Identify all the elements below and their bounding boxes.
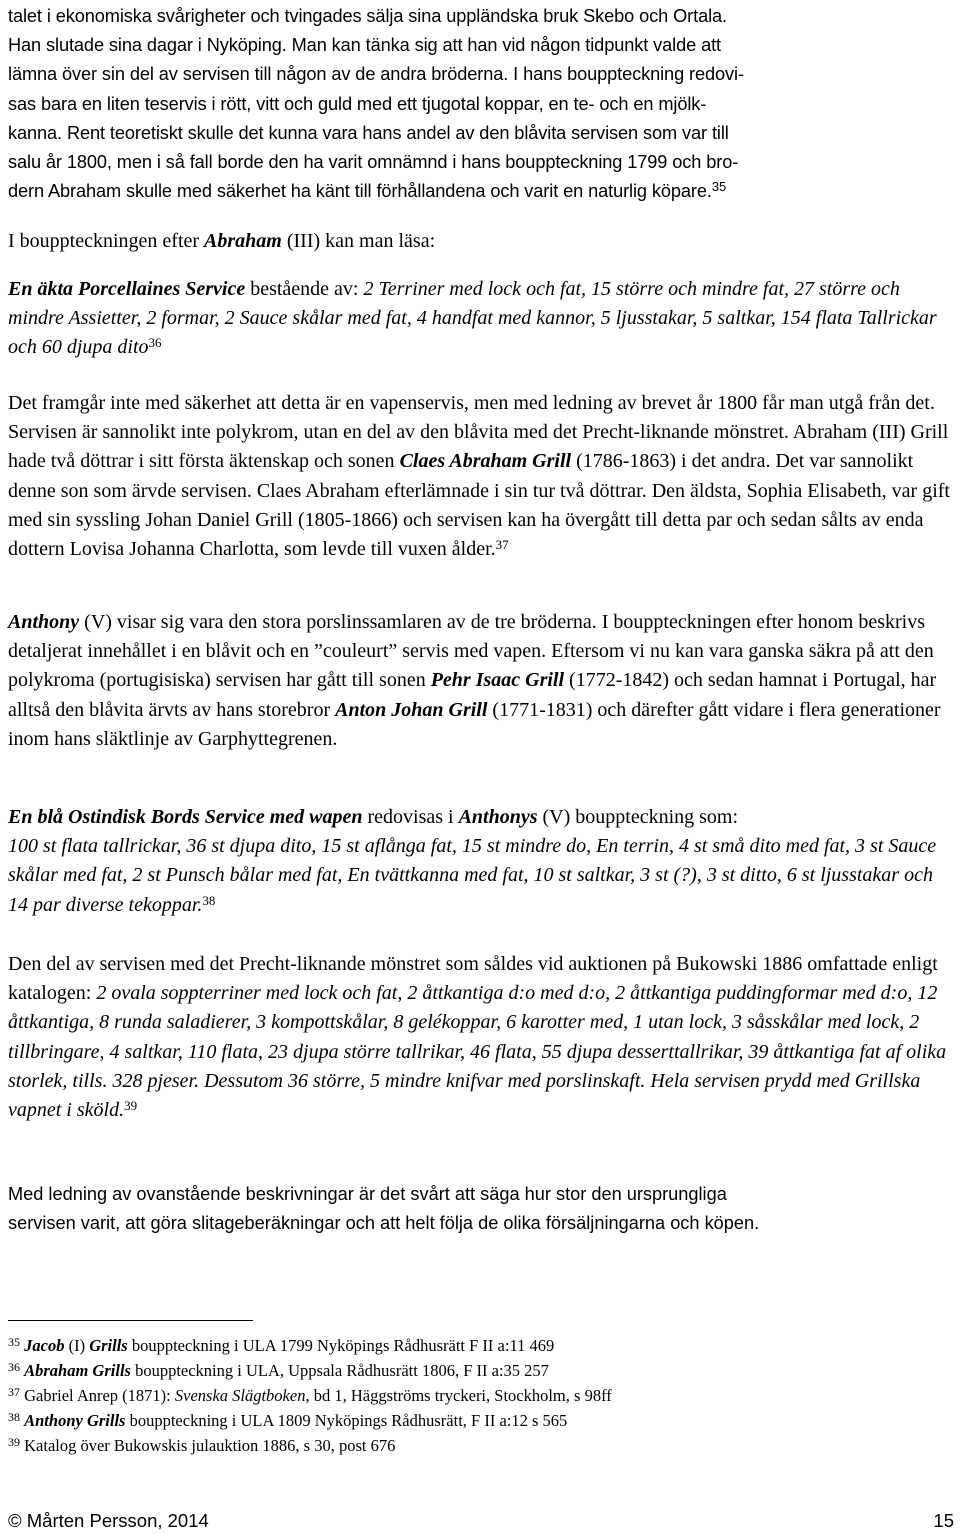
name-pehr-isaac-grill: Pehr Isaac Grill <box>430 669 565 692</box>
footnote-number: 37 <box>8 1385 20 1399</box>
line: sas bara en liten teservis i rött, vitt och guld med ett tjugotal koppar, en te- och en mjölk- <box>8 93 707 114</box>
footnote-number: 38 <box>8 1410 20 1424</box>
text: Det framgår inte med säkerhet att detta är en vapenservis, men med ledning av brevet år 1800 får man utgå från det. Servisen är sannolikt inte polykrom, utan en del av den blåvita med det Precht-liknande mönstret. Abraham (III) Grill hade två döttrar i sitt första äktenskap och sonen <box>8 392 949 473</box>
name: Jacob <box>24 1336 65 1355</box>
footnote-ref-36[interactable]: 36 <box>148 335 162 351</box>
footnote-number: 35 <box>8 1335 20 1349</box>
footnote-38 <box>8 1408 948 1433</box>
name-anton-johan-grill: Anton Johan Grill <box>335 698 488 721</box>
line: lämna över sin del av servisen till någon av de andra bröderna. I hans bouppteckning redovi- <box>8 64 744 85</box>
text: redovisas i <box>362 806 459 828</box>
footnote-number: 36 <box>8 1360 20 1374</box>
paragraph-abraham-intro <box>8 227 954 256</box>
text: (1771-1831) och därefter gått vidare i flera generationer inom hans släktlinje av Garphyttegrenen. <box>8 698 941 750</box>
line: Med ledning av ovanstående beskrivningar är det svårt att säga hur stor den ursprungliga <box>8 1184 727 1204</box>
service-items: 2 Terriner med lock och fat, 15 större och mindre fat, 27 större och mindre Assietter, 2 formar, 2 Sauce skålar med fat, 4 handfat med kannor, 5 ljusstakar, 5 saltkar, 154 flata Tallrickar och 60 djupa dito <box>8 278 937 359</box>
footnote-39 <box>8 1433 948 1458</box>
footnote-ref-35[interactable]: 35 <box>711 179 727 195</box>
text: (III) kan man läsa: <box>281 230 436 252</box>
line: salu år 1800, men i så fall borde den ha varit omnämnd i hans bouppteckning 1799 och bro- <box>8 152 739 173</box>
name-claes-abraham-grill: Claes Abraham Grill <box>399 450 572 473</box>
service-title: En blå Ostindisk Bords Service med wapen <box>8 806 363 828</box>
paragraph-skebo-ortala <box>8 2 954 206</box>
text: I bouppteckningen efter <box>8 230 205 252</box>
paragraph-bukowski <box>8 950 954 1125</box>
line: servisen varit, att göra slitageberäkningar och att helt följa de olika försäljningarna och köpen. <box>8 1213 760 1234</box>
page-number: 15 <box>933 1510 954 1531</box>
service-items: 100 st flata tallrickar, 36 st djupa dito, 15 st aflånga fat, 15 st mindre do, En terrin, 4 st små dito med fat, 3 st Sauce skålar med fat, 2 st Punsch bålar med fat, En tvättkanna med fat, 10 st saltkar, 3 st (?), 3 st ditto, 6 st ljusstakar och 14 par diverse tekoppar. <box>8 835 937 916</box>
text: bouppteckning i ULA, Uppsala Rådhusrätt 1806, F II a:35 257 <box>130 1361 549 1380</box>
name-anthonys: Anthonys <box>458 806 538 828</box>
service-title: En äkta Porcellaines Service <box>8 278 246 300</box>
footnote-37 <box>8 1383 948 1408</box>
text: bestående av: <box>245 278 364 300</box>
book-title: Svenska Slägtboken <box>174 1386 306 1405</box>
text: Den del av servisen med det Precht-liknande mönstret som såldes vid auktionen på Bukowski 1886 omfattade enligt katalogen: <box>8 953 938 1005</box>
name: Abraham Grills <box>24 1361 131 1380</box>
footnote-ref-39[interactable]: 39 <box>124 1098 138 1114</box>
footnote-ref-37[interactable]: 37 <box>495 537 509 553</box>
name: Anthony Grills <box>24 1411 126 1430</box>
text: bouppteckning i ULA 1809 Nyköpings Rådhusrätt, F II a:12 s 565 <box>125 1411 568 1430</box>
line: Han slutade sina dagar i Nyköping. Man kan tänka sig att han vid någon tidpunkt valde att <box>8 35 721 56</box>
text: Gabriel Anrep (1871): <box>20 1386 175 1405</box>
text: (1786-1863) i det andra. Det var sannolikt denne son som ärvde servisen. Claes Abraham efterlämnade i sin tur två döttrar. Den äldsta, Sophia Elisabeth, var gift med sin syssling Johan Daniel Grill (1805-1866) och servisen kan ha övergått till detta par och sedan sålts av enda dottern Lovisa Johanna Charlotta, som levde till vuxen ålder. <box>8 450 950 561</box>
line: talet i ekonomiska svårigheter och tvingades sälja sina uppländska bruk Skebo och Ortala. <box>8 6 728 26</box>
paragraph-porcellaines-service <box>8 275 954 363</box>
line: kanna. Rent teoretiskt skulle det kunna vara hans andel av den blåvita servisen som var till <box>8 122 729 143</box>
text: (I) <box>64 1336 90 1355</box>
paragraph-vapenservis <box>8 389 954 564</box>
catalog-items: 2 ovala soppterriner med lock och fat, 2 åttkantiga d:o med d:o, 2 åttkantiga puddingformar med d:o, 12 åttkantiga, 8 runda saladierer, 3 kompottskålar, 8 gelékoppar, 6 karotter med, 1 utan lock, 3 såsskålar med lock, 2 tillbringare, 4 saltkar, 110 flata, 23 djupa större tallrikar, 46 flata, 55 djupa desserttallrikar, 39 åttkantiga fat af olika storlek, tills. 328 pjeser. Dessutom 36 större, 5 mindre knifvar med porslinskaft. Hela servisen prydd med Grillska vapnet i sköld. <box>8 982 947 1122</box>
text: Katalog över Bukowskis julauktion 1886, s 30, post 676 <box>20 1436 396 1455</box>
text: (V) visar sig vara den stora porslinssamlaren av de tre bröderna. I bouppteckningen efter honom beskrivs detaljerat innehållet i en blåvit och en ”couleurt” servis med vapen. Eftersom vi nu kan vara ganska säkra på att den polykroma (portugisiska) servisen har gått till sonen <box>8 611 934 692</box>
text: (1772-1842) och sedan hamnat i Portugal, har alltså den blåvita ärvts av hans storebror <box>8 669 937 721</box>
paragraph-anthony <box>8 608 954 754</box>
footnote-36 <box>8 1358 948 1383</box>
text: (V) bouppteckning som: <box>537 806 739 828</box>
footnote-number: 39 <box>8 1435 20 1449</box>
line: dern Abraham skulle med säkerhet ha känt till förhållandena och varit en naturlig köpare. <box>8 181 712 202</box>
paragraph-conclusion <box>8 1180 954 1238</box>
footnote-ref-38[interactable]: 38 <box>202 892 216 908</box>
text: , bd 1, Häggströms tryckeri, Stockholm, s 98ff <box>305 1386 612 1405</box>
text: bouppteckning i ULA 1799 Nyköpings Rådhusrätt F II a:11 469 <box>127 1336 555 1355</box>
name-anthony: Anthony <box>8 611 80 633</box>
footnote-divider <box>8 1320 253 1321</box>
footnote-35 <box>8 1333 948 1358</box>
name: Grills <box>89 1336 128 1355</box>
paragraph-ostindisk-service <box>8 803 954 920</box>
footnotes <box>8 1333 948 1458</box>
name-abraham: Abraham <box>204 230 282 252</box>
copyright: © Mårten Persson, 2014 <box>8 1510 209 1531</box>
